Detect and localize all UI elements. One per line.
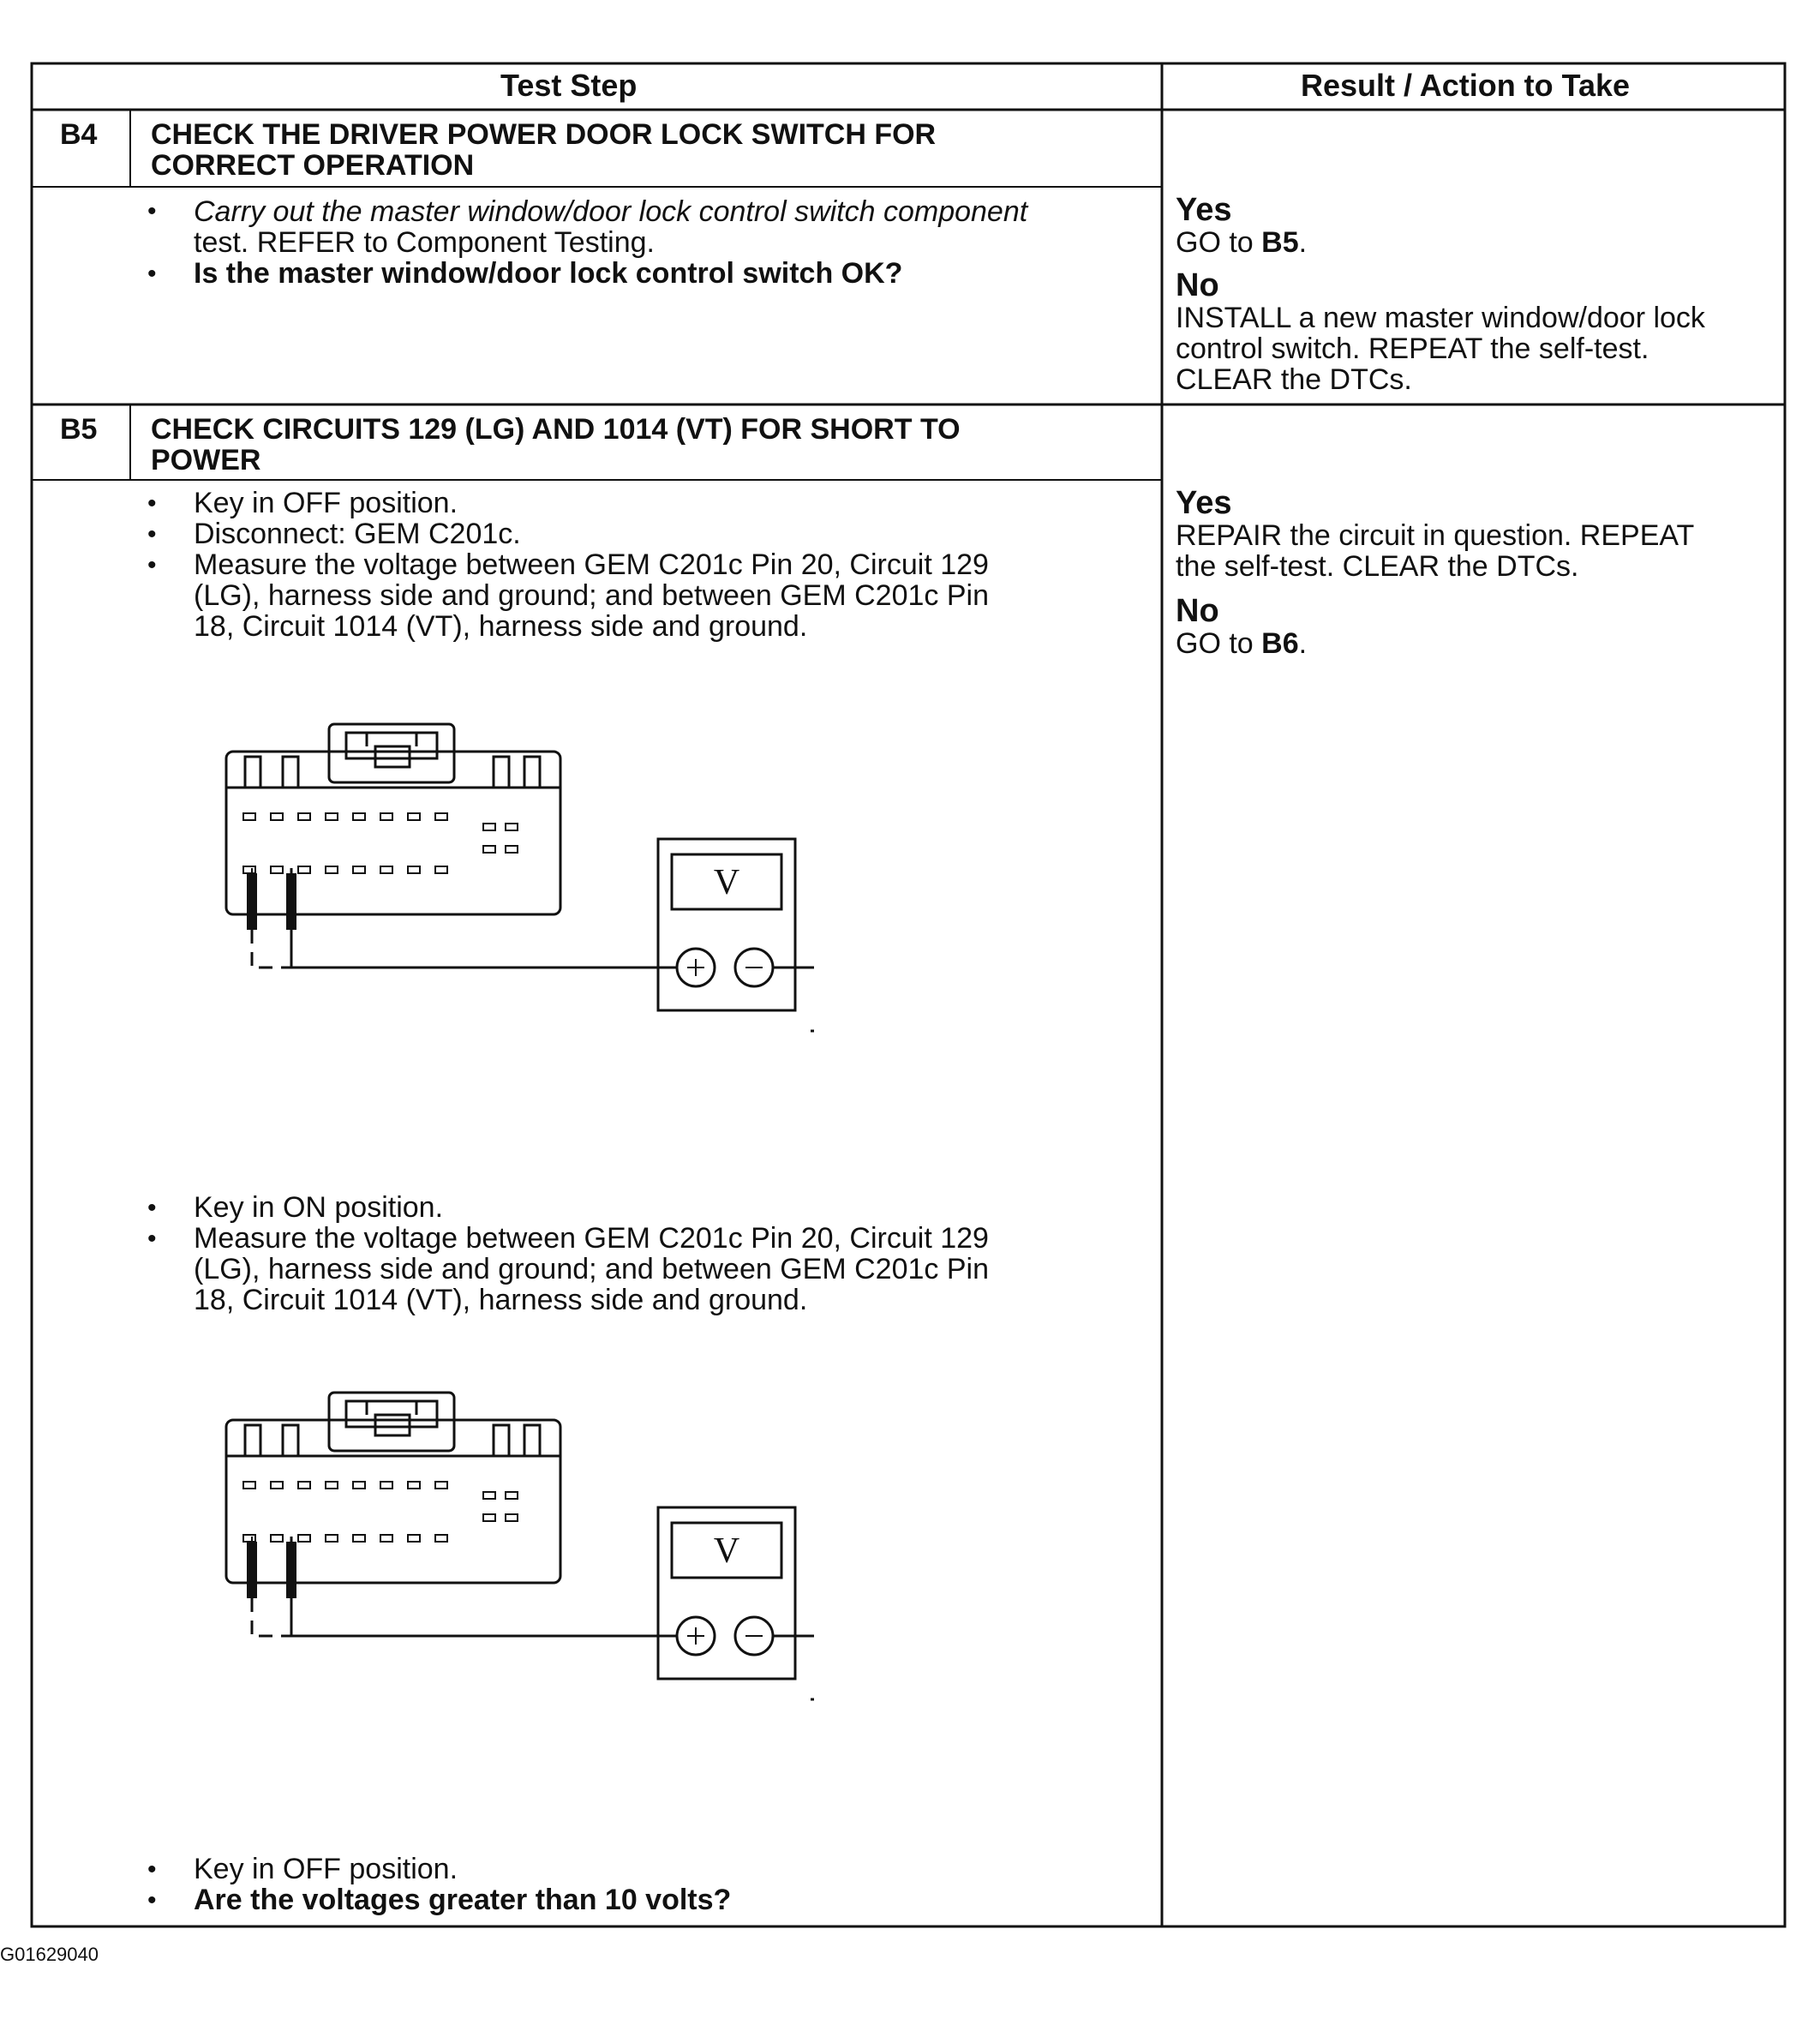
b5-no-target: B6 [1261,627,1299,660]
bullet-icon: • [147,520,157,548]
b5-no-label: No [1176,593,1219,629]
step-code-b5: B5 [60,413,98,446]
b5b-bullet1: Key in ON position. [194,1191,444,1224]
bullet-icon: • [147,1855,157,1884]
b4-yes-action: GO to B5. [1176,226,1308,259]
meter-symbol-1: V [713,863,740,902]
figure-id: G01629040 [0,1944,99,1965]
b4-bullet1-line2: test. REFER to Component Testing. [194,226,655,259]
step-title-b5-line1: CHECK CIRCUITS 129 (LG) AND 1014 (VT) FOR SHORT TO [151,413,961,446]
connector-voltmeter-diagram-2 [214,1384,814,1727]
b5a-bullet2: Disconnect: GEM C201c. [194,518,521,550]
b5a-bullet1: Key in OFF position. [194,487,458,519]
connector-voltmeter-diagram-1 [214,716,814,1058]
b4-question: Is the master window/door lock control switch OK? [194,257,903,290]
bullet-icon: • [147,197,157,225]
b4-no-line3: CLEAR the DTCs. [1176,363,1412,396]
b4-yes-target: B5 [1261,226,1299,259]
bullet-icon: • [147,1886,157,1914]
meter-symbol-2: V [713,1531,740,1571]
bullet-icon: • [147,260,157,288]
b4-yes-label: Yes [1176,192,1232,228]
b5a-bullet3-line1: Measure the voltage between GEM C201c Pin 20, Circuit 129 [194,548,989,581]
step-title-b4-line2: CORRECT OPERATION [151,149,475,182]
bullet-icon: • [147,489,157,518]
b5-yes-line1: REPAIR the circuit in question. REPEAT [1176,519,1695,552]
b5-yes-label: Yes [1176,485,1232,521]
b5b-bullet2-line2: (LG), harness side and ground; and between GEM C201c Pin [194,1253,989,1285]
b5a-bullet3-line2: (LG), harness side and ground; and between GEM C201c Pin [194,579,989,612]
header-test-step: Test Step [500,68,638,103]
b5-yes-line2: the self-test. CLEAR the DTCs. [1176,550,1579,583]
bullet-icon: • [147,1225,157,1253]
bullet-icon: • [147,551,157,579]
b5a-bullet3-line3: 18, Circuit 1014 (VT), harness side and ground. [194,610,808,643]
b4-no-label: No [1176,267,1219,303]
b5-question: Are the voltages greater than 10 volts? [194,1884,732,1916]
b4-no-line2: control switch. REPEAT the self-test. [1176,333,1649,365]
b4-no-line1: INSTALL a new master window/door lock [1176,302,1705,334]
step-code-b4: B4 [60,118,98,151]
step-title-b5-line2: POWER [151,444,261,476]
b5b-bullet2-line3: 18, Circuit 1014 (VT), harness side and ground. [194,1284,808,1316]
bullet-icon: • [147,1194,157,1222]
step-title-b4-line1: CHECK THE DRIVER POWER DOOR LOCK SWITCH FOR [151,118,937,151]
b5b-bullet2-line1: Measure the voltage between GEM C201c Pin 20, Circuit 129 [194,1222,989,1255]
b5c-bullet1: Key in OFF position. [194,1853,458,1885]
b4-bullet1-line1: Carry out the master window/door lock control switch component [194,195,1028,228]
header-result-action: Result / Action to Take [1301,68,1631,103]
b5-no-action: GO to B6. [1176,627,1308,660]
